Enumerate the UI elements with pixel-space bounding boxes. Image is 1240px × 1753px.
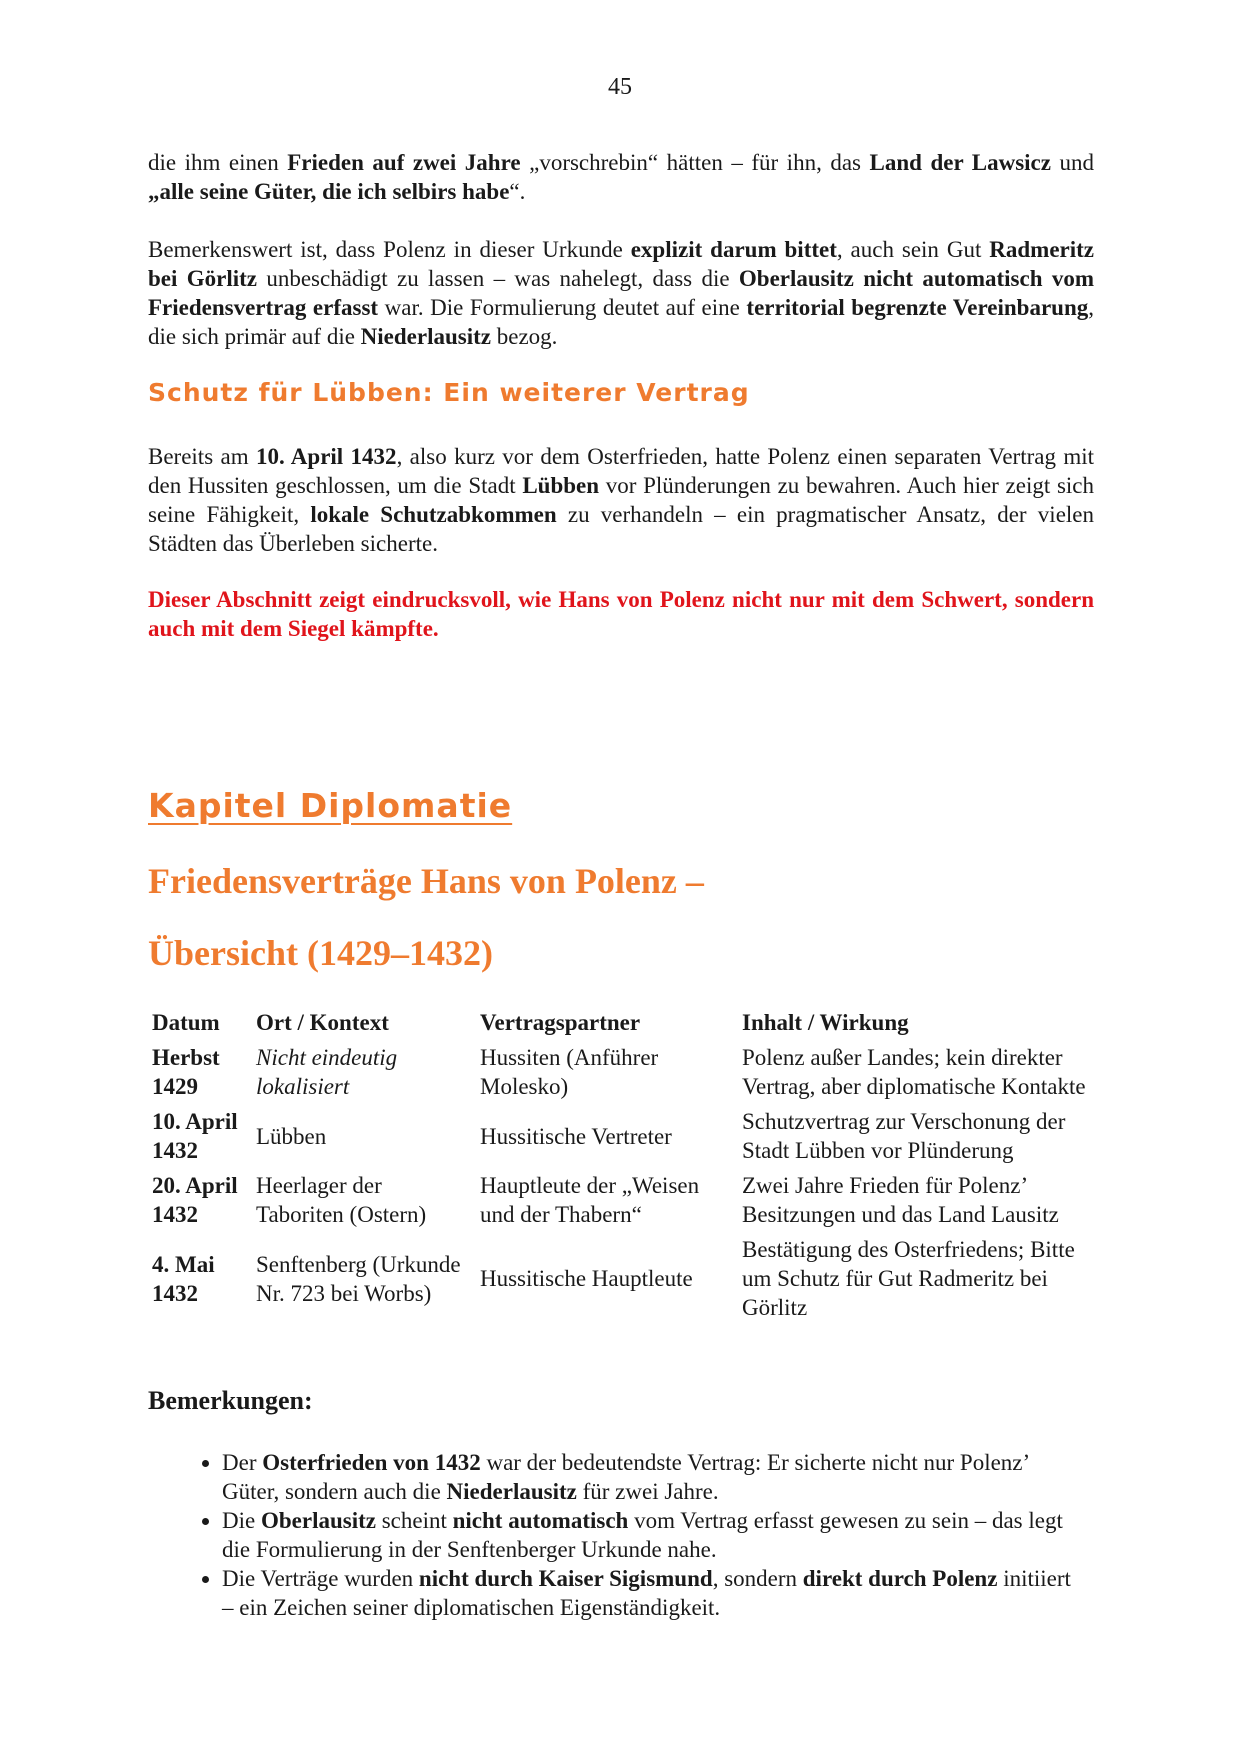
remarks-list: [148, 1448, 1088, 1622]
page-number: 45: [608, 74, 632, 100]
section-heading-luebben: [148, 378, 1094, 407]
bold-text: Oberlausitz nicht automatisch vom Friedensvertrag erfasst: [148, 266, 1094, 320]
title-block: [148, 860, 1094, 974]
cell-partner: Hussitische Hauptleute: [480, 1266, 693, 1291]
bold-text: „alle seine Güter, die ich selbirs habe: [148, 179, 510, 204]
bold-text: territorial begrenzte Vereinbarung: [746, 295, 1089, 320]
cell-date: 20. April 1432: [152, 1173, 238, 1227]
cell-content: Bestätigung des Osterfriedens; Bitte um Schutz für Gut Radmeritz bei Görlitz: [742, 1237, 1075, 1320]
text: und: [1050, 150, 1094, 175]
list-item: [222, 1448, 1088, 1506]
text: Bemerkenswert ist, dass Polenz in dieser Urkunde: [148, 237, 631, 262]
list-item: [222, 1564, 1088, 1622]
text: „vorschrebin“ hätten – für ihn, das: [520, 150, 870, 175]
column-header: Vertragspartner: [480, 1010, 641, 1035]
cell-partner: Hauptleute der „Weisen und der Thabern“: [480, 1173, 700, 1227]
bold-text: Niederlausitz: [446, 1479, 577, 1504]
text: scheint: [375, 1508, 453, 1533]
text: vor Plünderungen zu bewahren. Auch hier zeigt sich seine Fähigkeit,: [148, 473, 1094, 527]
bold-text: nicht automatisch: [452, 1508, 629, 1533]
bold-text: nicht durch Kaiser Sigismund: [418, 1566, 713, 1591]
title-line-2: Übersicht (1429–1432): [148, 933, 493, 973]
text: , auch sein Gut: [836, 237, 990, 262]
bold-text: Radmeritz bei Görlitz: [148, 237, 1095, 291]
title-line-1: Friedensverträge Hans von Polenz –: [148, 861, 704, 901]
highlight-text: Dieser Abschnitt zeigt eindrucksvoll, wie Hans von Polenz nicht nur mit dem Schwert, sondern auch mit dem Siegel kämpfte.: [148, 587, 1094, 641]
table-row: [146, 1169, 1096, 1233]
treaty-table: [146, 1008, 1096, 1326]
cell-place: Senftenberg (Urkunde Nr. 723 bei Worbs): [256, 1251, 461, 1306]
text: bezog.: [490, 324, 558, 349]
paragraph-frieden: [148, 148, 1094, 206]
cell-partner: Hussitische Vertreter: [480, 1123, 672, 1149]
text: , sondern: [712, 1566, 803, 1591]
text: war. Die Formulierung deutet auf eine: [378, 295, 747, 320]
text: war der bedeutendste Vertrag: Er sicherte nicht nur Polenz’ Güter, sondern auch die: [222, 1450, 1029, 1504]
text: die ihm einen: [148, 150, 288, 175]
bold-text: lokale Schutzabkommen: [310, 502, 557, 527]
cell-date: Herbst 1429: [152, 1045, 220, 1099]
text: , also kurz vor dem Osterfrieden, hatte Polenz einen separaten Vertrag mit den Hussiten geschlossen, um die Stadt: [148, 444, 1095, 498]
heading-luebben: Schutz für Lübben: Ein weiterer Vertrag: [148, 378, 750, 407]
table-row: [146, 1041, 1096, 1105]
bold-text: Frieden auf zwei Jahre: [287, 150, 521, 175]
treaty-table-block: [146, 1008, 1096, 1326]
paragraph-luebben: [148, 442, 1094, 558]
cell-content: Polenz außer Landes; kein direkter Vertrag, aber diplomatische Kontakte: [742, 1045, 1086, 1099]
text: vom Vertrag erfasst gewesen zu sein – das legt die Formulierung in der Senftenberger Urkunde nahe.: [222, 1508, 1063, 1562]
text: Der: [222, 1450, 263, 1475]
highlight-paragraph: [148, 585, 1094, 643]
cell-content: Schutzvertrag zur Verschonung der Stadt Lübben vor Plünderung: [742, 1109, 1066, 1163]
column-header: Datum: [152, 1010, 220, 1035]
cell-place: Nicht eindeutig lokalisiert: [256, 1045, 398, 1099]
bold-text: explizit darum bittet: [630, 237, 837, 262]
column-header: Inhalt / Wirkung: [742, 1010, 909, 1035]
paragraph-bemerkenswert: [148, 235, 1094, 351]
text: unbeschädigt zu lassen – was nahelegt, dass die: [256, 266, 739, 291]
remarks-heading-block: [148, 1386, 1094, 1416]
list-item: [222, 1506, 1088, 1564]
bold-text: direkt durch Polenz: [802, 1566, 998, 1591]
chapter-heading-block: [148, 786, 1094, 825]
column-header: Ort / Kontext: [256, 1010, 389, 1035]
table-row: [146, 1105, 1096, 1169]
text: , die sich primär auf die: [148, 295, 1095, 349]
cell-date: 4. Mai 1432: [152, 1251, 215, 1306]
table-header-row: [146, 1008, 1096, 1041]
cell-place: Heerlager der Taboriten (Ostern): [256, 1173, 427, 1227]
text: “.: [509, 179, 526, 204]
text: zu verhandeln – ein pragmatischer Ansatz, der vielen Städten das Überleben sicherte.: [148, 502, 1094, 556]
remarks-list-block: [148, 1448, 1088, 1622]
text: Die Verträge wurden: [222, 1566, 419, 1591]
chapter-heading: Kapitel Diplomatie: [148, 786, 513, 825]
bold-text: Land der Lawsicz: [869, 150, 1051, 175]
cell-date: 10. April 1432: [152, 1109, 238, 1163]
cell-place: Lübben: [256, 1123, 327, 1149]
remarks-heading: Bemerkungen:: [148, 1386, 313, 1415]
bold-text: Osterfrieden von 1432: [262, 1450, 481, 1475]
text: Die: [222, 1508, 261, 1533]
cell-partner: Hussiten (Anführer Molesko): [480, 1045, 659, 1099]
cell-content: Zwei Jahre Frieden für Polenz’ Besitzungen und das Land Lausitz: [742, 1173, 1059, 1227]
text: Bereits am: [148, 444, 256, 469]
bold-text: 10. April 1432: [255, 444, 397, 469]
bold-text: Niederlausitz: [360, 324, 491, 349]
bold-text: Oberlausitz: [260, 1508, 376, 1533]
table-row: [146, 1233, 1096, 1326]
text: initiiert – ein Zeichen seiner diplomatischen Eigenständigkeit.: [222, 1566, 1071, 1620]
bold-text: Lübben: [522, 473, 600, 498]
text: für zwei Jahre.: [576, 1479, 719, 1504]
